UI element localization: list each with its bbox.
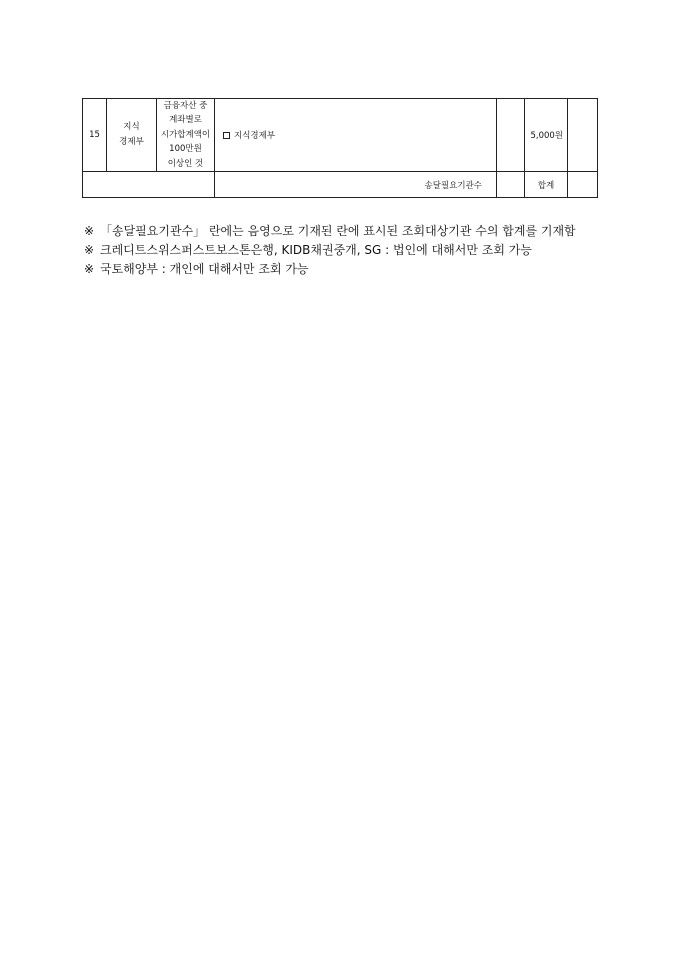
condition-line: 금융자산 중 [163,101,208,111]
shaded-cell [497,99,525,172]
agency-count-label: 송달필요기관수 [215,172,497,198]
note-item [84,260,604,279]
note-text: 크레디트스위스퍼스트보스톤은행, KIDB채권중개, SG : 법인에 대해서만 조회 가능 [100,243,532,257]
organization-label: 지식경제부 [234,131,276,142]
note-item [84,222,604,241]
note-text: 「송달필요기관수」 란에는 음영으로 기재된 란에 표시된 조회대상기관 수의 합계를 기재함 [100,224,576,238]
total-row [83,172,598,198]
agency-count-value[interactable] [497,172,525,198]
notes [84,222,604,279]
row-number: 15 [83,99,107,172]
condition-line: 이상인 것 [167,158,204,169]
total-empty-cell [83,172,215,198]
reference-mark-icon: ※ [84,224,95,238]
note-item [84,241,604,260]
inquiry-table [82,98,598,198]
category-line: 지식 [123,122,140,133]
condition-line: 100만원 [169,144,202,155]
fee-cell: 5,000원 [525,99,568,172]
organization-checkbox[interactable] [223,132,230,139]
note-text: 국토해양부 : 개인에 대해서만 조회 가능 [100,262,309,276]
organization-cell [215,99,497,172]
reference-mark-icon: ※ [84,262,95,276]
condition-cell [157,99,215,172]
condition-line: 계좌별로 [169,115,202,126]
condition-line: 시가합계액이 [160,129,211,140]
category-cell [107,99,157,172]
table-row [83,99,598,172]
reference-mark-icon: ※ [84,243,95,257]
category-line: 경제부 [119,137,144,148]
sum-value[interactable] [568,172,598,198]
blank-cell [568,99,598,172]
sum-label: 합계 [525,172,568,198]
